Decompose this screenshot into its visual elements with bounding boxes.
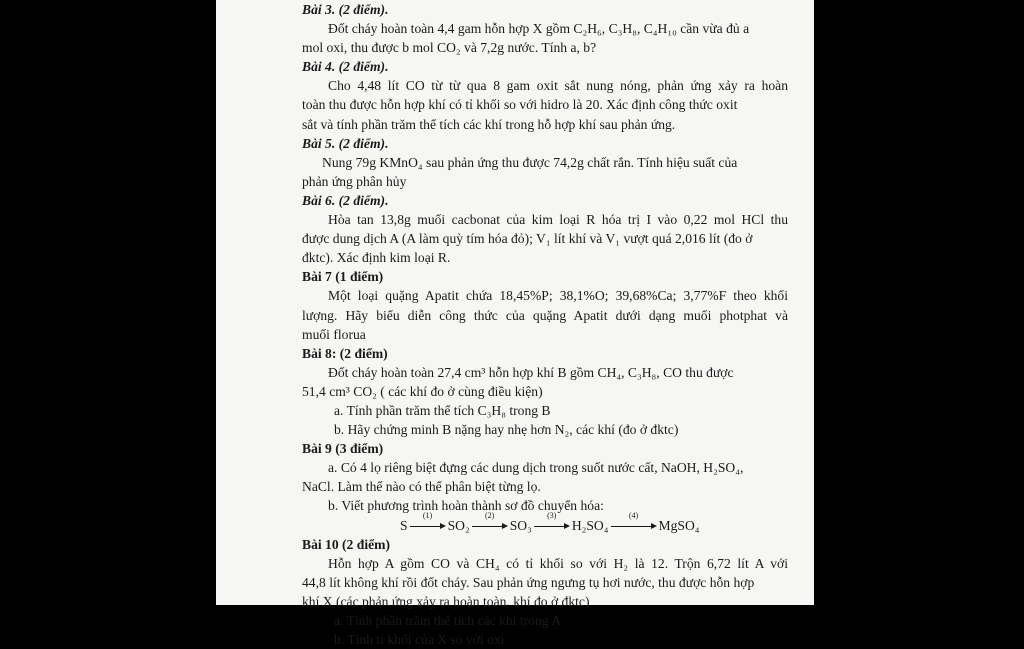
exercise-7-line-1: Một loại quặng Apatit chứa 18,45%P; 38,1%O; 39,68%Ca; 3,77%F theo khối bbox=[328, 288, 788, 304]
step-label-4: (4) bbox=[628, 511, 639, 521]
scheme-mgso4: MgSO₄ bbox=[658, 517, 700, 533]
exercise-3-heading bbox=[302, 0, 788, 19]
exercise-10-part-a: a. Tính phần trăm thể tích các khí trong A bbox=[334, 613, 562, 628]
exercise-4-line-1: Cho 4,48 lít CO từ từ qua 8 gam oxit sắt nung nóng, phản ứng xảy ra hoàn bbox=[328, 78, 788, 94]
heading-text: Bài 5. (2 điểm). bbox=[302, 135, 389, 151]
exercise-3-line-2: mol oxi, thu được b mol CO₂ và 7,2g nước. Tính a, b? bbox=[302, 40, 597, 56]
conversion-scheme bbox=[302, 511, 788, 535]
arrow-icon bbox=[534, 511, 570, 531]
heading-text: Bài 4. (2 điểm). bbox=[302, 59, 389, 75]
document-page bbox=[216, 0, 814, 648]
scheme-so2: SO₂ bbox=[447, 517, 470, 533]
step-label-1: (1) bbox=[422, 511, 433, 521]
exercise-5-heading bbox=[302, 134, 788, 153]
exercise-7-line-3: muối florua bbox=[302, 326, 366, 342]
arrow-icon bbox=[472, 511, 508, 531]
exercise-7-heading: Bài 7 (1 điểm) bbox=[302, 269, 384, 285]
exercise-8-part-b: b. Hãy chứng minh B nặng hay nhẹ hơn N₂, các khí (đo ở đktc) bbox=[334, 422, 679, 438]
exercise-3-line-1: Đốt cháy hoàn toàn 4,4 gam hỗn hợp X gồm C₂H₆, C₃H₈, C₄H₁₀ cần vừa đủ a bbox=[328, 21, 750, 37]
exercise-6-line-2: được dung dịch A (A làm quỳ tím hóa đỏ); V₁ lít khí và V₁ vượt quá 2,016 lít (đo ở bbox=[302, 231, 753, 247]
exercise-5-line-1: Nung 79g KMnO₄ sau phản ứng thu được 74,2g chất rắn. Tính hiệu suất của bbox=[322, 154, 738, 170]
arrow-icon bbox=[410, 511, 446, 531]
exercise-10-line-2: 44,8 lít không khí rồi đốt cháy. Sau phản ứng ngưng tụ hơi nước, thu được hỗn hợp bbox=[302, 574, 755, 590]
exercise-8-heading: Bài 8: (2 điểm) bbox=[302, 345, 388, 361]
exercise-10-heading: Bài 10 (2 điểm) bbox=[302, 536, 390, 552]
exercise-8-part-a: a. Tính phần trăm thể tích C₃H₈ trong B bbox=[334, 402, 551, 418]
exercise-4-line-2: toàn thu được hỗn hợp khí có tỉ khối so với hidro là 20. Xác định công thức oxit bbox=[302, 97, 738, 113]
exercise-9-line-3: b. Viết phương trình hoàn thành sơ đồ chuyển hóa: bbox=[328, 498, 604, 514]
exercise-text bbox=[302, 0, 788, 649]
exercise-9-line-2: NaCl. Làm thế nào có thể phân biệt từng lọ. bbox=[302, 479, 541, 495]
exercise-8-line-1: Đốt cháy hoàn toàn 27,4 cm³ hỗn hợp khí B gồm CH₄, C₃H₈, CO thu được bbox=[328, 364, 734, 380]
exercise-9-heading: Bài 9 (3 điểm) bbox=[302, 441, 384, 457]
scheme-s: S bbox=[400, 517, 408, 533]
scheme-so3: SO₃ bbox=[509, 517, 532, 533]
exercise-5-line-2: phản ứng phân hủy bbox=[302, 173, 407, 189]
exercise-10-line-3: khí X (các phản ứng xảy ra hoàn toàn, khí đo ở đktc) bbox=[302, 593, 590, 609]
exercise-6-line-3: đktc). Xác định kim loại R. bbox=[302, 250, 451, 266]
step-label-3: (3) bbox=[547, 511, 557, 521]
heading-text: Bài 6. (2 điểm). bbox=[302, 192, 389, 208]
exercise-8-line-2: 51,4 cm³ CO₂ ( các khí đo ở cùng điều kiện) bbox=[302, 383, 543, 399]
exercise-9-line-1: a. Có 4 lọ riêng biệt đựng các dung dịch trong suốt nước cất, NaOH, H₂SO₄, bbox=[328, 460, 744, 476]
exercise-6-line-1: Hòa tan 13,8g muối cacbonat của kim loại R hóa trị I vào 0,22 mol HCl thu bbox=[328, 212, 788, 228]
exercise-6-heading bbox=[302, 191, 788, 210]
arrow-icon bbox=[611, 511, 657, 531]
exercise-4-line-3: sắt và tính phần trăm thể tích các khí trong hỗ hợp khí sau phản ứng. bbox=[302, 116, 676, 132]
step-label-2: (2) bbox=[485, 511, 495, 521]
exercise-4-heading bbox=[302, 57, 788, 76]
exercise-7-line-2: lượng. Hãy biểu diễn công thức của quặng Apatit dưới dạng muối photphat và bbox=[302, 307, 788, 323]
heading-text: Bài 3. (2 điểm). bbox=[302, 2, 389, 17]
scheme-h2so4: H₂SO₄ bbox=[571, 517, 609, 533]
exercise-10-line-1: Hỗn hợp A gồm CO và CH₄ có tỉ khối so với H₂ là 12. Trộn 6,72 lít A với bbox=[328, 555, 788, 571]
exercise-10-part-b: b. Tính tỉ khối của X so với oxi bbox=[334, 632, 505, 648]
